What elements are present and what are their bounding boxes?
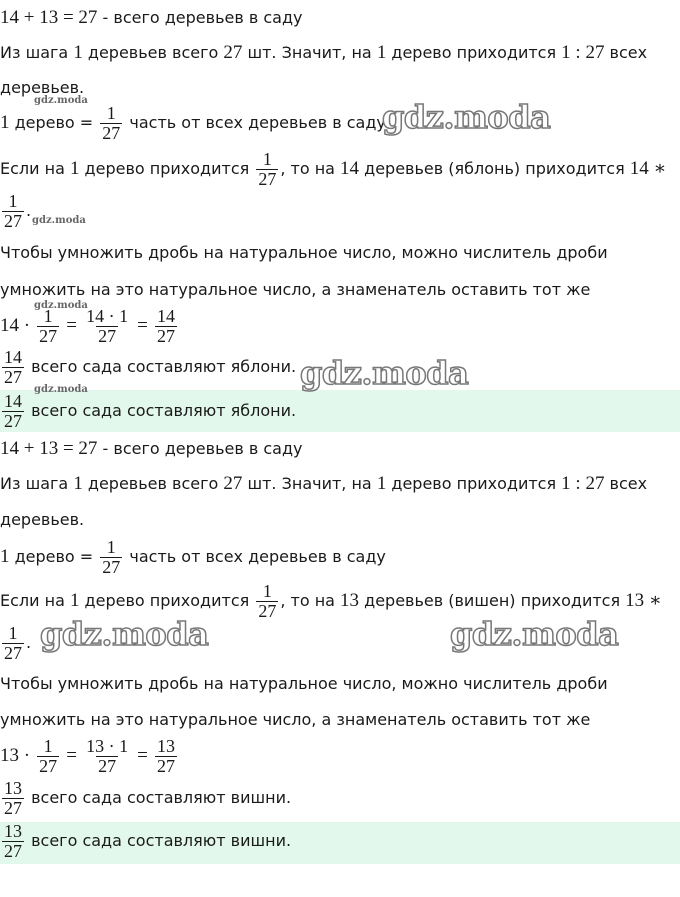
math-number: 1 [0,112,10,133]
text: Чтобы умножить дробь на натуральное число, можно числитель дроби [0,243,608,262]
equals-sign: = [137,745,148,766]
text: дерево приходится [79,591,255,610]
math-number: 1 [0,546,10,567]
text: часть от всех деревьев в саду [124,113,386,132]
total-trees-line [0,439,303,459]
answer-line [0,822,291,861]
text: всех [604,474,648,493]
watermark-logo-small: gdz.moda [34,95,88,106]
text: дерево приходится [386,43,562,62]
fraction: $\frac{14}{27}$ [156,306,175,346]
watermark-logo: gdz.moda [382,98,551,136]
text: дерево приходится [79,159,255,178]
fraction: $\frac{1}{27}$ [258,149,277,189]
text: деревьев. [0,510,85,529]
text: умножить на это натуральное число, а знаменатель оставить тот же [0,280,591,299]
text: Чтобы умножить дробь на натуральное число, можно числитель дроби [0,674,608,693]
text: - всего деревьев в саду [97,8,303,27]
watermark-logo-small: gdz.moda [34,300,88,311]
text: шт. Значит, на [242,474,377,493]
answer-text: всего сада составляют вишни. [26,831,292,850]
text: деревьев (вишен) приходится [359,591,626,610]
step-line-wrap [0,510,84,530]
math-number: 14 [340,158,360,179]
fraction: $\frac{13}{27}$ [156,736,175,776]
if-line-wrap [0,192,31,231]
math-number: 27 [223,473,243,494]
text: шт. Значит, на [242,43,377,62]
math-expression: 14 + 13 = 27 [0,438,98,459]
fraction: $\frac{13}{27}$ [4,821,22,861]
text: деревьев. [0,78,85,97]
fraction: $\frac{1}{27}$ [39,736,58,776]
math-number: 1 [73,473,83,494]
one-tree-line [0,538,386,577]
math-number: 1 [73,42,83,63]
equals-sign: = [137,315,148,336]
fraction: $\frac{14 \cdot 1}{27}$ [86,306,129,346]
math-expression: 14 ∗ [629,158,667,179]
one-tree-line [0,104,386,143]
math-number: 27 [223,42,243,63]
equals-sign: = [66,745,77,766]
text: , то на [280,159,341,178]
text: деревьев всего [82,474,224,493]
math-number: 1 [69,590,80,611]
math-expression: 13 · [0,745,31,766]
text: деревьев (яблонь) приходится [359,159,630,178]
text: часть от всех деревьев в саду [124,547,386,566]
text: . [26,201,32,220]
text: умножить на это натуральное число, а знаменатель оставить тот же [0,710,591,729]
text: Из шага [0,43,74,62]
text: всего сада составляют вишни. [26,788,292,807]
text: Если на [0,591,70,610]
fraction: $\frac{1}{27}$ [258,581,277,621]
result-line [0,779,291,818]
math-number: 13 [340,590,360,611]
math-number: 1 [376,42,387,63]
watermark-logo: gdz.moda [300,354,469,392]
fraction: $\frac{13 \cdot 1}{27}$ [86,736,129,776]
fraction: $\frac{1}{27}$ [102,537,121,577]
answer-text: всего сада составляют яблони. [26,401,297,420]
calc-line [0,737,179,776]
calc-line [0,307,179,346]
math-expression: 14 + 13 = 27 [0,7,98,28]
if-line-wrap [0,624,31,663]
math-expression: 13 ∗ [625,590,662,611]
fraction: $\frac{14}{27}$ [4,347,22,387]
text: Если на [0,159,70,178]
rule-line-1 [0,243,608,263]
step-line [0,474,647,494]
rule-line-1 [0,674,608,694]
watermark-logo-small: gdz.moda [32,215,86,226]
text: . [26,633,32,652]
watermark-logo: gdz.moda [450,615,619,653]
text: дерево приходится [386,474,562,493]
total-trees-line [0,8,303,28]
text: , то на [280,591,341,610]
fraction: $\frac{13}{27}$ [4,778,22,818]
watermark-logo: gdz.moda [40,615,209,653]
text: Из шага [0,474,74,493]
text: всех [604,43,648,62]
step-line [0,43,647,63]
result-line [0,348,296,387]
rule-line-2 [0,710,590,730]
text: дерево = [9,547,99,566]
math-ratio: 1 : 27 [561,42,605,63]
fraction: $\frac{1}{27}$ [102,103,121,143]
fraction: $\frac{1}{27}$ [4,191,22,231]
text: дерево = [9,113,99,132]
text: деревьев всего [82,43,224,62]
watermark-logo-small: gdz.moda [34,384,88,395]
text: - всего деревьев в саду [97,439,303,458]
math-expression: 14 · [0,315,31,336]
math-ratio: 1 : 27 [561,473,605,494]
rule-line-2 [0,280,590,300]
math-number: 1 [376,473,387,494]
fraction: $\frac{1}{27}$ [4,623,22,663]
text: всего сада составляют яблони. [26,357,297,376]
answer-line [0,392,296,431]
if-line [0,150,666,189]
fraction: $\frac{14}{27}$ [4,391,22,431]
equals-sign: = [66,315,77,336]
fraction: $\frac{1}{27}$ [39,306,58,346]
math-number: 1 [69,158,80,179]
